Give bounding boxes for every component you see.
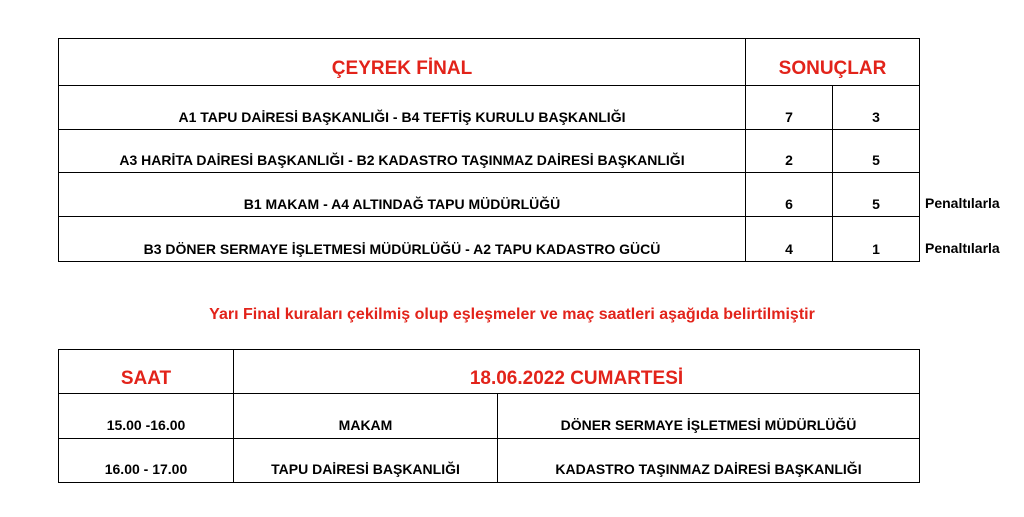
match-label: B3 DÖNER SERMAYE İŞLETMESİ MÜDÜRLÜĞÜ - A2 TAPU KADASTRO GÜCÜ — [143, 241, 661, 257]
score-cell: 1 — [872, 241, 880, 257]
table-border — [919, 38, 920, 262]
table-border — [58, 349, 920, 350]
team-cell: TAPU DAİRESİ BAŞKANLIĞI — [271, 461, 460, 477]
score-cell: 2 — [785, 152, 793, 168]
table-border — [58, 129, 920, 130]
semi-final-note: Yarı Final kuraları çekilmiş olup eşleşmeler ve maç saatleri aşağıda belirtilmiştir — [209, 306, 815, 323]
table-border — [58, 261, 920, 262]
score-cell: 4 — [785, 241, 793, 257]
match-label: B1 MAKAM - A4 ALTINDAĞ TAPU MÜDÜRLÜĞÜ — [243, 196, 561, 212]
results-title: SONUÇLAR — [778, 58, 887, 79]
table-border — [58, 85, 920, 86]
score-cell: 6 — [785, 196, 793, 212]
quarter-final-title: ÇEYREK FİNAL — [331, 58, 473, 79]
score-cell: 3 — [872, 109, 880, 125]
table-border — [58, 482, 920, 483]
table-border — [58, 172, 920, 173]
time-title: SAAT — [120, 368, 172, 389]
table-border — [58, 438, 920, 439]
table-border — [58, 393, 920, 394]
table-row — [59, 237, 745, 257]
score-cell: 5 — [872, 196, 880, 212]
score-cell: 5 — [872, 152, 880, 168]
table-row — [59, 105, 745, 125]
penalty-note: Penaltılarla — [925, 195, 1000, 211]
time-cell: 15.00 -16.00 — [106, 417, 186, 433]
match-label: A3 HARİTA DAİRESİ BAŞKANLIĞI - B2 KADASTRO TAŞINMAZ DAİRESİ BAŞKANLIĞI — [119, 152, 685, 168]
team-cell: MAKAM — [338, 417, 393, 433]
date-title: 18.06.2022 CUMARTESİ — [469, 368, 684, 389]
team-cell: DÖNER SERMAYE İŞLETMESİ MÜDÜRLÜĞÜ — [560, 417, 857, 433]
table-border — [58, 216, 920, 217]
team-cell: KADASTRO TAŞINMAZ DAİRESİ BAŞKANLIĞI — [555, 461, 862, 477]
time-cell: 16.00 - 17.00 — [104, 461, 188, 477]
table-row — [59, 192, 745, 212]
table-border — [58, 38, 920, 39]
table-row — [59, 148, 745, 168]
table-border — [919, 349, 920, 483]
match-label: A1 TAPU DAİRESİ BAŞKANLIĞI - B4 TEFTİŞ KURULU BAŞKANLIĞI — [178, 109, 626, 125]
score-cell: 7 — [785, 109, 793, 125]
penalty-note: Penaltılarla — [925, 240, 1000, 256]
